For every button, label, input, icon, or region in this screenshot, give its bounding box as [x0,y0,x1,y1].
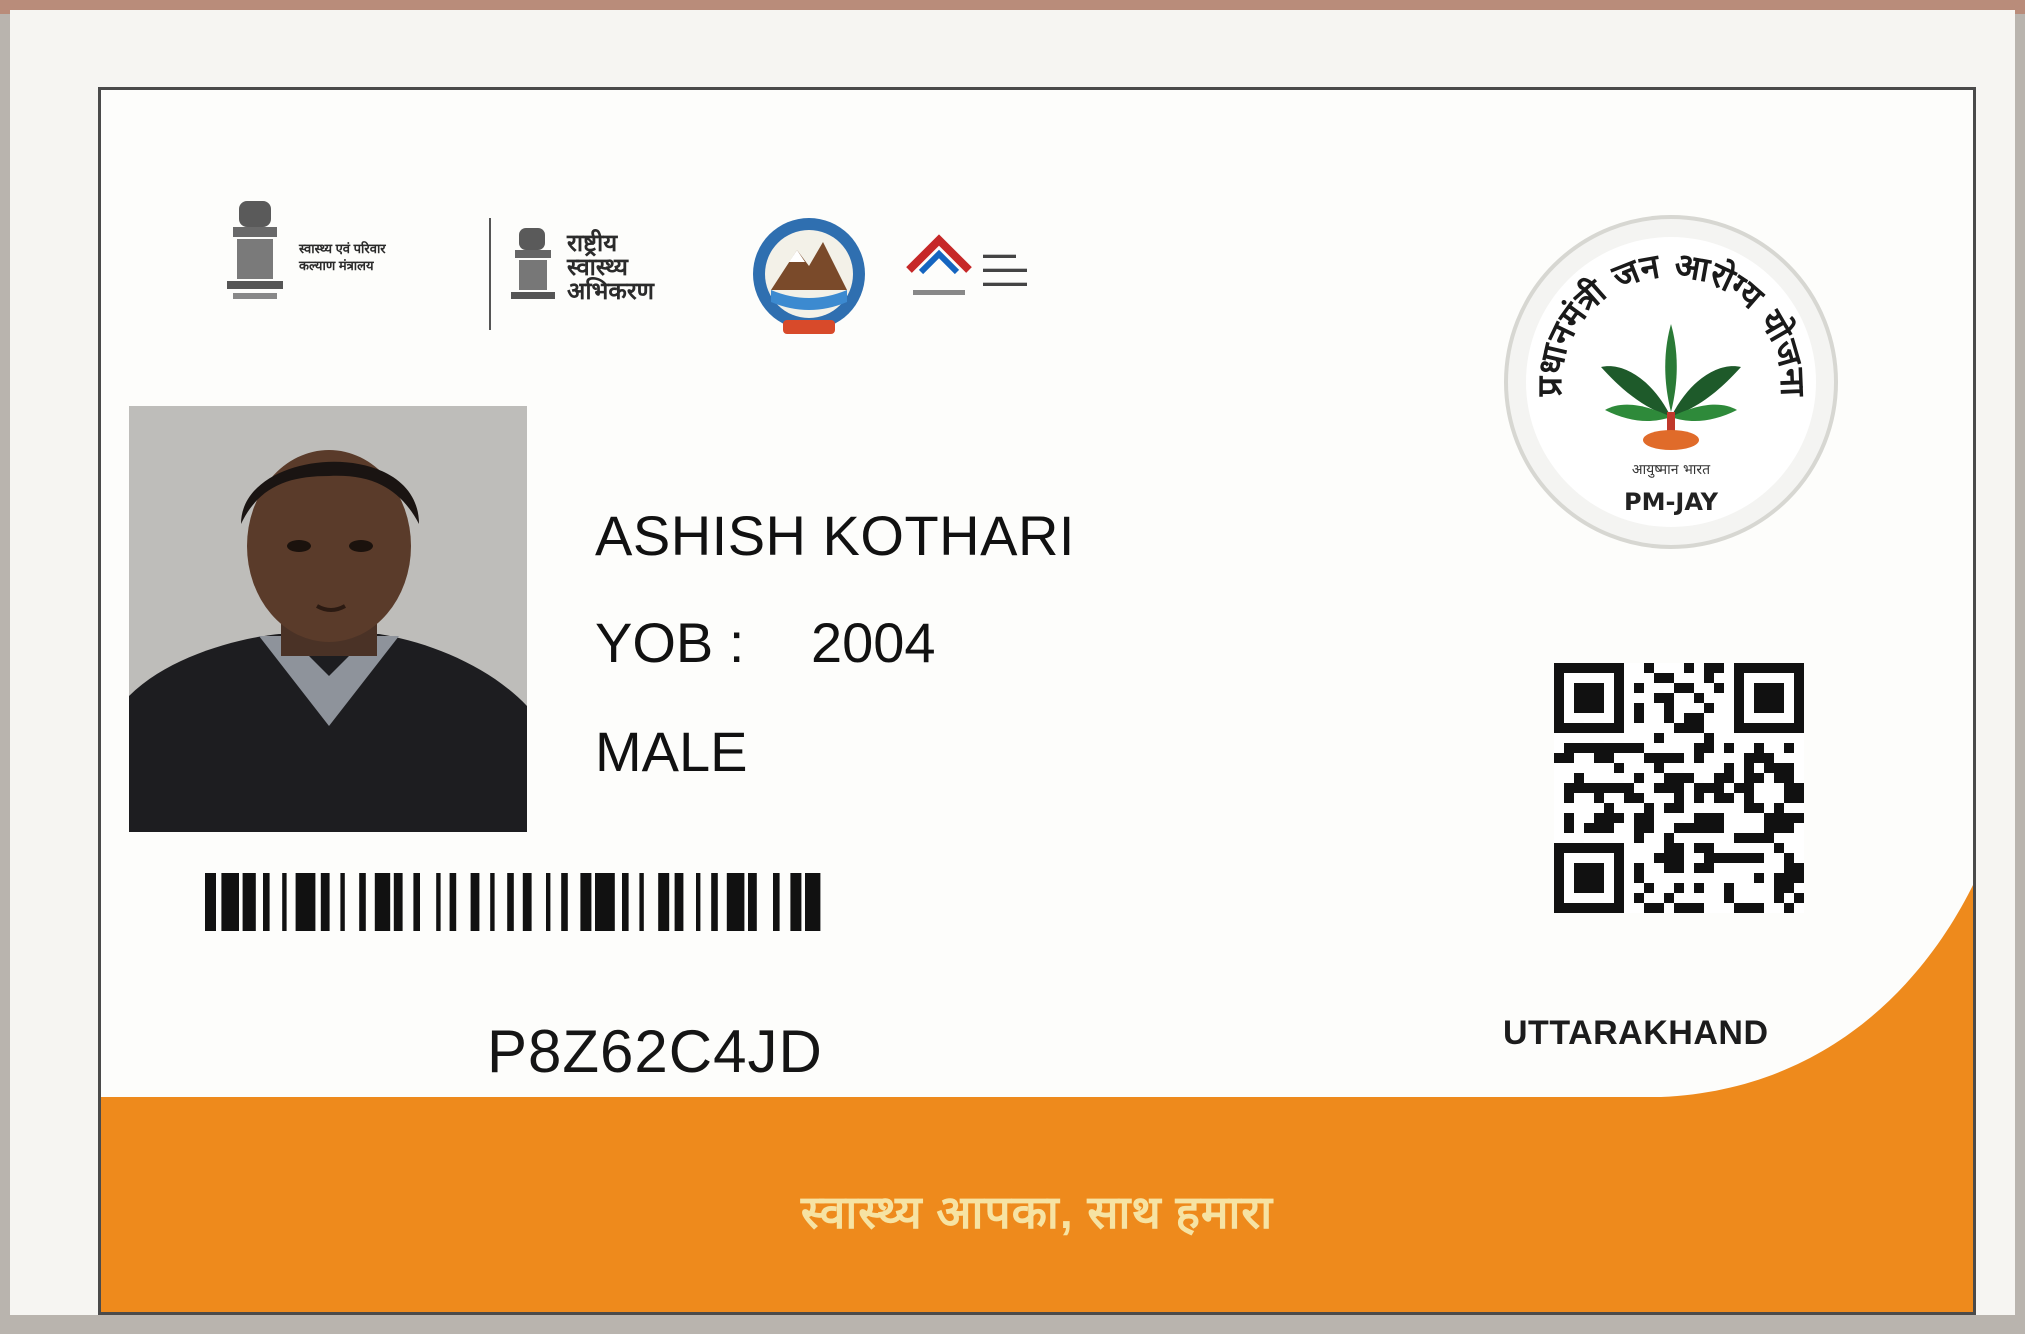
holder-name: ASHISH KOTHARI [595,504,1075,567]
ministry-title: स्वास्थ्य एवं परिवार कल्याण मंत्रालय [299,241,386,273]
qr-code-icon [1554,663,1804,913]
card-id: P8Z62C4JD [487,1018,823,1085]
barcode-icon [205,873,1085,931]
yob-value: 2004 [811,611,936,674]
pmjay-sub-text: आयुष्मान भारत [1631,462,1711,478]
holder-gender: MALE [595,720,748,783]
paper-sheet [10,10,2015,1315]
yob-label: YOB : [595,611,745,674]
portrait-image [129,406,527,832]
pmjay-label: PM-JAY [1623,488,1719,516]
health-card [98,87,1976,1315]
nha-emblem-icon [507,226,559,310]
pmjay-logo-icon [1501,212,1841,552]
ashoka-emblem-icon [221,195,289,305]
nha-title: राष्ट्रीय स्वास्थ्य अभिकरण [567,230,655,305]
pmjay-arc-text: प्रधानमंत्री जन आरोग्य योजना [1529,245,1813,397]
state-health-logo-icon [903,232,975,306]
tagline: स्वास्थ्य आपका, साथ हमारा [800,1186,1274,1238]
state-health-text: ▬▬▬ ▬▬▬▬ ▬▬▬▬ [983,249,1027,289]
state-seal-icon [749,210,869,340]
logo-divider [489,218,491,330]
state-name: UTTARAKHAND [1503,1014,1769,1052]
holder-photo [129,406,527,832]
